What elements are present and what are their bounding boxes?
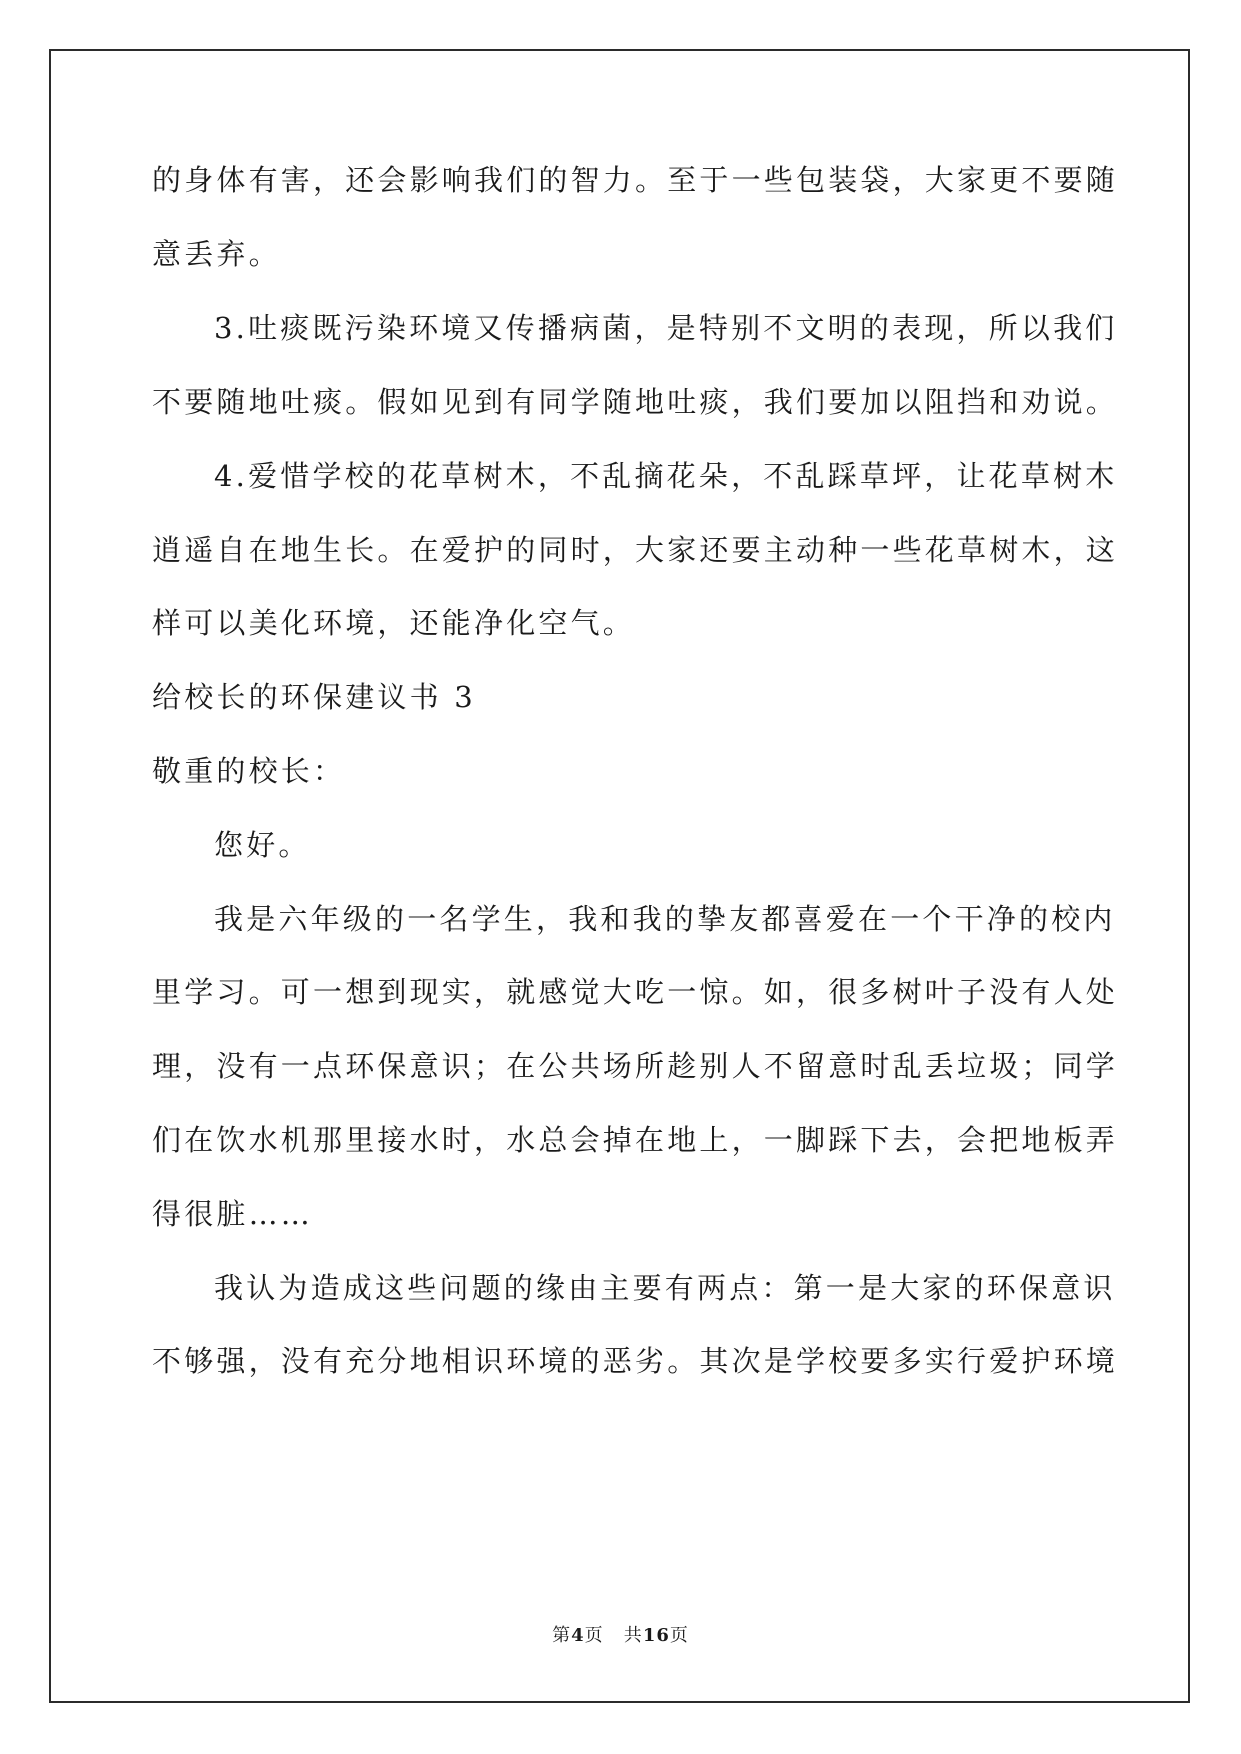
body-line: 我是六年级的一名学生，我和我的挚友都喜爱在一个干净的校内 (214, 902, 1116, 936)
page-footer (0, 1621, 1241, 1647)
body-line: 得很脏…… (152, 1197, 314, 1231)
greeting: 您好。 (214, 828, 311, 862)
body-line: 们在饮水机那里接水时，水总会掉在地上，一脚踩下去，会把地板弄 (152, 1123, 1119, 1157)
salutation: 敬重的校长： (152, 754, 346, 788)
footer-suffix: 页 (669, 1625, 689, 1646)
footer-mid: 页 共 (584, 1625, 643, 1646)
section-heading: 给校长的环保建议书 3 (152, 680, 476, 714)
current-page-number: 4 (571, 1625, 585, 1646)
total-page-count: 16 (642, 1625, 670, 1646)
body-line: 3.吐痰既污染环境又传播病菌，是特别不文明的表现，所以我们 (214, 311, 1118, 345)
footer-prefix: 第 (552, 1625, 572, 1646)
body-line: 的身体有害，还会影响我们的智力。至于一些包装袋，大家更不要随 (152, 163, 1119, 197)
body-line: 4.爱惜学校的花草树木，不乱摘花朵，不乱踩草坪，让花草树木 (214, 459, 1118, 493)
page-border (49, 49, 1190, 1703)
body-line: 不要随地吐痰。假如见到有同学随地吐痰，我们要加以阻挡和劝说。 (152, 385, 1119, 419)
body-line: 逍遥自在地生长。在爱护的同时，大家还要主动种一些花草树木，这 (152, 533, 1119, 567)
body-line: 不够强，没有充分地相识环境的恶劣。其次是学校要多实行爱护环境 (152, 1344, 1119, 1378)
body-line: 样可以美化环境，还能净化空气。 (152, 606, 636, 640)
body-line: 我认为造成这些问题的缘由主要有两点：第一是大家的环保意识 (214, 1271, 1116, 1305)
body-line: 理，没有一点环保意识；在公共场所趁别人不留意时乱丢垃圾；同学 (152, 1049, 1119, 1083)
body-line: 里学习。可一想到现实，就感觉大吃一惊。如，很多树叶子没有人处 (152, 975, 1119, 1009)
body-line: 意丢弃。 (152, 237, 281, 271)
